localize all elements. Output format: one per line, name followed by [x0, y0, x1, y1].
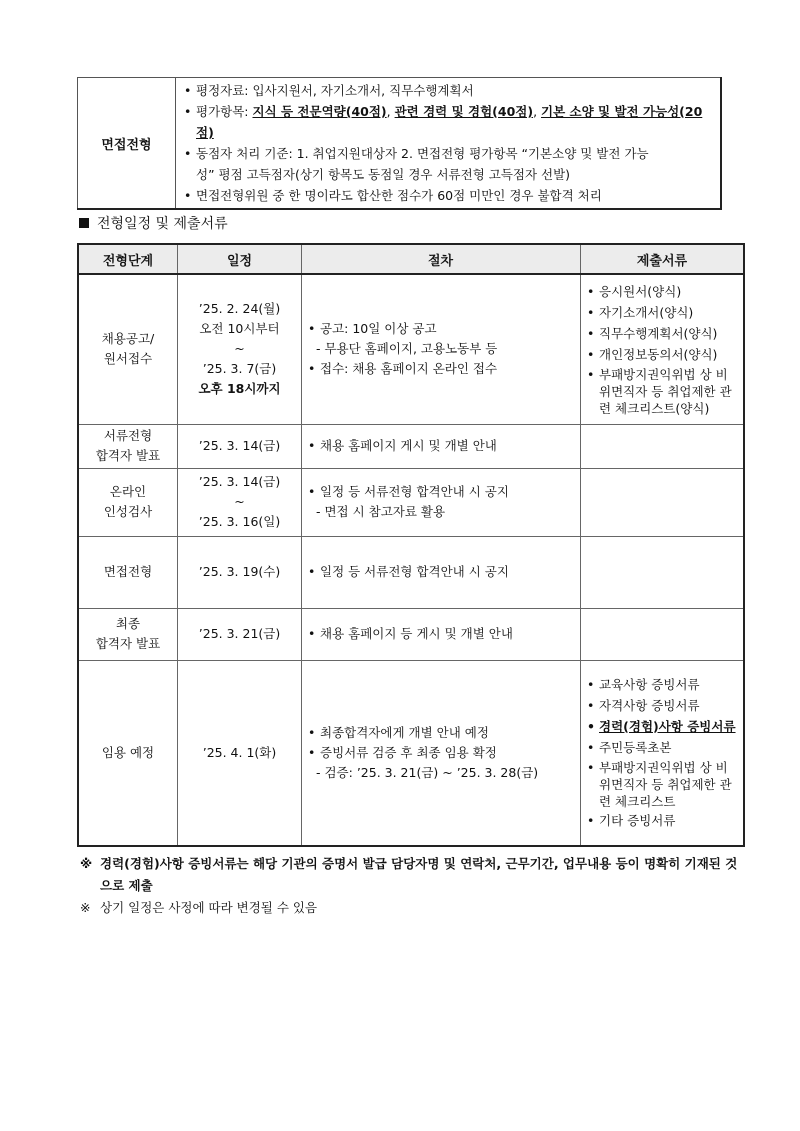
table-header-row — [78, 244, 744, 274]
table-row — [78, 468, 744, 536]
documents-cell — [581, 424, 745, 468]
interview-label: 면접전형 — [78, 78, 176, 210]
list-item: • 개인정보동의서(양식) — [587, 345, 739, 365]
list-item: • 응시원서(양식) — [587, 282, 739, 302]
stage-cell: 온라인 인성검사 — [78, 468, 178, 536]
procedure-cell: • 공고: 10일 이상 공고 - 무용단 홈페이지, 고용노동부 등 • 접수: 채용 홈페이지 온라인 접수 — [302, 274, 581, 424]
section-heading — [79, 213, 228, 233]
reference-mark-icon: ※ — [80, 856, 93, 871]
section-title: 전형일정 및 제출서류 — [97, 216, 228, 232]
interview-content — [176, 78, 722, 210]
procedure-cell: • 채용 홈페이지 등 게시 및 개별 안내 — [302, 608, 581, 660]
stage-cell: 서류전형 합격자 발표 — [78, 424, 178, 468]
list-item: • 직무수행계획서(양식) — [587, 324, 739, 344]
square-bullet-icon — [79, 218, 89, 228]
list-item: • 부패방지권익위법 상 비위면직자 등 취업제한 관련 체크리스트(양식) — [587, 366, 739, 417]
list-item: • 경력(경험)사항 증빙서류 — [587, 717, 739, 737]
date-cell: ’25. 3. 21(금) — [178, 608, 302, 660]
stage-cell: 임용 예정 — [78, 660, 178, 846]
procedure-cell: • 최종합격자에게 개별 안내 예정 • 증빙서류 검증 후 최종 임용 확정 - 검증: ’25. 3. 21(금) ~ ’25. 3. 28(금) — [302, 660, 581, 846]
header-stage: 전형단계 — [78, 244, 178, 274]
table-row — [78, 424, 744, 468]
footnote-2: ※ 상기 일정은 사정에 따라 변경될 수 있음 — [80, 897, 740, 919]
documents-cell — [581, 274, 745, 424]
list-item: • 자격사항 증빙서류 — [587, 696, 739, 716]
interview-material: • 평정자료: 입사지원서, 자기소개서, 직무수행계획서 — [184, 80, 714, 101]
date-cell: ’25. 3. 19(수) — [178, 536, 302, 608]
header-date: 일정 — [178, 244, 302, 274]
stage-cell: 최종 합격자 발표 — [78, 608, 178, 660]
date-cell: ’25. 3. 14(금) ~ ’25. 3. 16(일) — [178, 468, 302, 536]
interview-fail-rule: • 면접전형위원 중 한 명이라도 합산한 점수가 60점 미만인 경우 불합격 처리 — [184, 185, 714, 206]
procedure-cell: • 일정 등 서류전형 합격안내 시 공지 - 면접 시 참고자료 활용 — [302, 468, 581, 536]
footnotes — [80, 853, 740, 919]
list-item: • 자기소개서(양식) — [587, 303, 739, 323]
date-cell: ’25. 4. 1(화) — [178, 660, 302, 846]
list-item: • 부패방지권익위법 상 비위면직자 등 취업제한 관련 체크리스트 — [587, 759, 739, 810]
date-cell: ’25. 2. 24(월) 오전 10시부터 ~ ’25. 3. 7(금) 오후 18시까지 — [178, 274, 302, 424]
date-cell: ’25. 3. 14(금) — [178, 424, 302, 468]
list-item: • 교육사항 증빙서류 — [587, 675, 739, 695]
footnote-1: ※ 경력(경험)사항 증빙서류는 해당 기관의 증명서 발급 담당자명 및 연락처, 근무기간, 업무내용 등이 명확히 기재된 것으로 제출 — [80, 853, 740, 897]
list-item: • 기타 증빙서류 — [587, 811, 739, 831]
list-item: • 주민등록초본 — [587, 738, 739, 758]
eval-item-expertise: 지식 등 전문역량(40점) — [252, 104, 387, 119]
procedure-cell: • 일정 등 서류전형 합격안내 시 공지 — [302, 536, 581, 608]
eval-item-experience: 관련 경력 및 경험(40점) — [394, 104, 534, 119]
interview-table — [77, 77, 722, 210]
table-row — [78, 274, 744, 424]
table-row — [78, 660, 744, 846]
documents-cell — [581, 536, 745, 608]
interview-tie-rule: • 동점자 처리 기준: 1. 취업지원대상자 2. 면접전형 평가항목 “기본소양 및 발전 가능 성” 평점 고득점자(상기 항목도 동점일 경우 서류전형 고득점자 선발) — [184, 143, 714, 185]
stage-cell: 면접전형 — [78, 536, 178, 608]
interview-eval-items: • 평가항목: 지식 등 전문역량(40점), 관련 경력 및 경험(40점), 기본 소양 및 발전 가능성(20점) — [184, 101, 714, 143]
documents-cell — [581, 468, 745, 536]
reference-mark-icon: ※ — [80, 900, 91, 915]
header-procedure: 절차 — [302, 244, 581, 274]
documents-cell — [581, 608, 745, 660]
documents-cell — [581, 660, 745, 846]
table-row — [78, 608, 744, 660]
procedure-cell: • 채용 홈페이지 게시 및 개별 안내 — [302, 424, 581, 468]
header-documents: 제출서류 — [581, 244, 745, 274]
eval-item-basics: 기본 소양 및 발전 가능성(20점) — [196, 104, 703, 140]
stage-cell: 채용공고/ 원서접수 — [78, 274, 178, 424]
table-row — [78, 536, 744, 608]
schedule-table — [77, 243, 745, 847]
